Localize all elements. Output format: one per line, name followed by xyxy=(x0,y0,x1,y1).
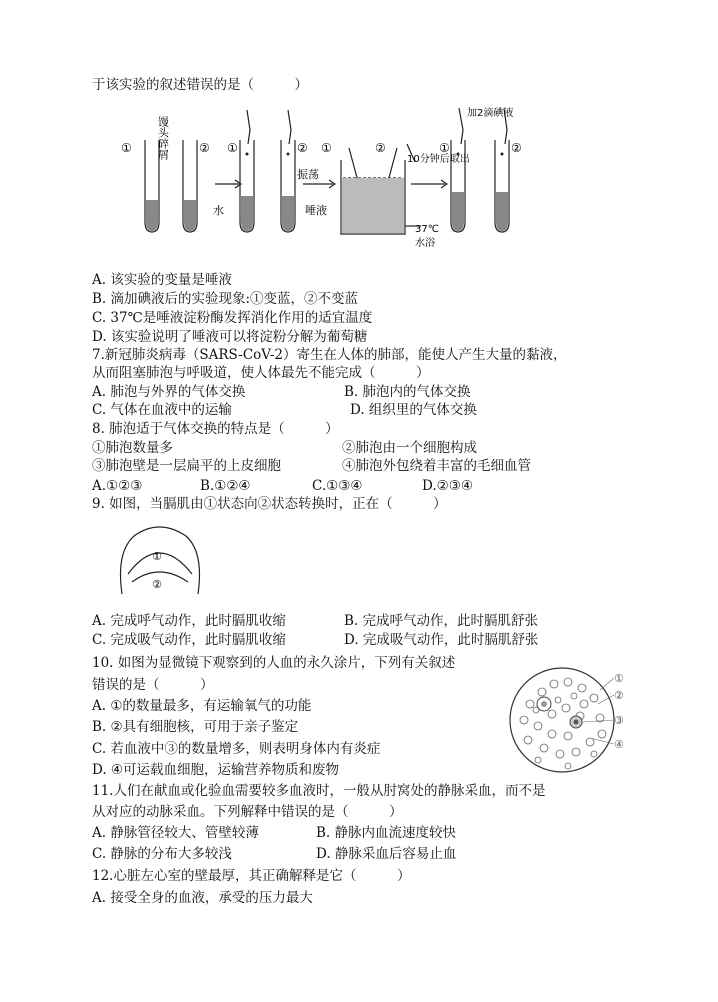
q8-item-4: ④肺泡外包绕着丰富的毛细血管 xyxy=(342,458,531,474)
q11-options-row1 xyxy=(92,824,456,842)
q7-line1: 7.新冠肺炎病毒（SARS-CoV-2）寄生在人体的肺部，能使人产生大量的黏液， xyxy=(92,347,567,363)
iodine-label: 加2滴碘液 xyxy=(467,108,514,119)
q11-option-c: C. 静脉的分布大多较浅 xyxy=(92,846,232,862)
smear-label-4: ④ xyxy=(614,738,624,751)
q8-items-row1 xyxy=(92,439,477,457)
shake-label: 振荡 xyxy=(297,168,319,181)
q6-experiment-figure xyxy=(115,104,535,264)
q10-option-b: B. ②具有细胞核，可用于亲子鉴定 xyxy=(92,719,299,735)
tube1-label-c: ① xyxy=(321,141,332,155)
q7-options-row1 xyxy=(92,383,471,401)
q7-option-b: B. 肺泡内的气体交换 xyxy=(344,384,471,400)
q8-stem: 8. 肺泡适于气体交换的特点是（ ） xyxy=(92,421,339,437)
q10-option-a: A. ①的数量最多，有运输氧气的功能 xyxy=(92,698,312,714)
q8-item-1: ①肺泡数量多 xyxy=(92,440,173,456)
q6-stem: 于该实验的叙述错误的是（ ） xyxy=(92,77,308,93)
q8-option-c: C.①③④ xyxy=(312,478,363,494)
smear-label-1: ① xyxy=(614,672,624,685)
q11-options-row2 xyxy=(92,845,456,863)
q7-option-d: D. 组织里的气体交换 xyxy=(350,402,477,418)
q11-line2: 从对应的动脉采血。下列解释中错误的是（ ） xyxy=(92,804,403,820)
q8-items-row2 xyxy=(92,457,531,475)
q9-option-d: D. 完成吸气动作，此时膈肌舒张 xyxy=(344,632,539,648)
q6-option-a: A. 该实验的变量是唾液 xyxy=(92,272,232,288)
q9-options-row2 xyxy=(92,631,538,649)
q9-option-a: A. 完成呼气动作，此时膈肌收缩 xyxy=(92,613,286,629)
saliva-label: 唾液 xyxy=(305,204,327,217)
q7-option-a: A. 肺泡与外界的气体交换 xyxy=(92,384,246,400)
q8-option-b: B.①②④ xyxy=(200,478,251,494)
tube1-label: ① xyxy=(121,141,132,155)
q8-option-d: D.②③④ xyxy=(422,478,473,494)
tube2-label-b: ② xyxy=(297,141,308,155)
diaphragm-label-1: ① xyxy=(152,550,162,563)
q6-option-c: C. 37℃是唾液淀粉酶发挥消化作用的适宜温度 xyxy=(92,310,373,326)
tube2-label-c: ② xyxy=(375,141,386,155)
q11-option-a: A. 静脉管径较大、管壁较薄 xyxy=(92,825,259,841)
smear-label-3: ③ xyxy=(614,714,624,727)
smear-label-2: ② xyxy=(614,689,624,702)
q9-stem: 9. 如图，当膈肌由①状态向②状态转换时，正在（ ） xyxy=(92,496,447,512)
tube1-label-b: ① xyxy=(227,141,238,155)
q9-options-row1 xyxy=(92,612,538,630)
diaphragm-figure xyxy=(114,522,204,598)
q11-option-b: B. 静脉内血流速度较快 xyxy=(316,825,457,841)
q10-option-c: C. 若血液中③的数量增多，则表明身体内有炎症 xyxy=(92,741,381,757)
q9-option-c: C. 完成吸气动作，此时膈肌收缩 xyxy=(92,632,286,648)
blood-smear-figure xyxy=(508,664,630,778)
q11-option-d: D. 静脉采血后容易止血 xyxy=(316,846,457,862)
q8-item-2: ②肺泡由一个细胞构成 xyxy=(342,440,477,456)
q6-option-b: B. 滴加碘液后的实验现象:①变蓝，②不变蓝 xyxy=(92,291,359,307)
q11-line1: 11.人们在献血或化验血需要较多血液时，一般从肘窝处的静脉采血，而不是 xyxy=(92,783,546,799)
water-label: 水 xyxy=(213,204,224,217)
q10-line2: 错误的是（ ） xyxy=(92,677,214,693)
diaphragm-label-2: ② xyxy=(152,578,162,591)
tube2-label: ② xyxy=(199,141,210,155)
q12-option-a: A. 接受全身的血液，承受的压力最大 xyxy=(92,890,313,906)
bath-label: 水浴 xyxy=(415,238,435,249)
q9-option-b: B. 完成呼气动作，此时膈肌舒张 xyxy=(344,613,539,629)
q7-options-row2 xyxy=(92,401,477,419)
q7-option-c: C. 气体在血液中的运输 xyxy=(92,402,232,418)
bread-label: 馒头碎屑 xyxy=(156,116,170,160)
q8-item-3: ③肺泡壁是一层扁平的上皮细胞 xyxy=(92,458,281,474)
q8-option-a: A.①②③ xyxy=(92,478,143,494)
time-label: 10分钟后取出 xyxy=(407,154,470,165)
temp-label: 37℃ xyxy=(415,224,439,235)
q6-option-d: D. 该实验说明了唾液可以将淀粉分解为葡萄糖 xyxy=(92,329,368,345)
q12-stem: 12.心脏左心室的壁最厚，其正确解释是它（ ） xyxy=(92,868,411,884)
q10-line1: 10. 如图为显微镜下观察到的人血的永久涂片，下列有关叙述 xyxy=(92,655,456,671)
q8-options xyxy=(92,477,473,495)
tube1-label-d: ① xyxy=(439,141,450,155)
q10-option-d: D. ④可运载血细胞，运输营养物质和废物 xyxy=(92,762,340,778)
q7-line2: 从而阻塞肺泡与呼吸道，使人体最先不能完成（ ） xyxy=(92,365,430,381)
tube2-label-d: ② xyxy=(511,141,522,155)
